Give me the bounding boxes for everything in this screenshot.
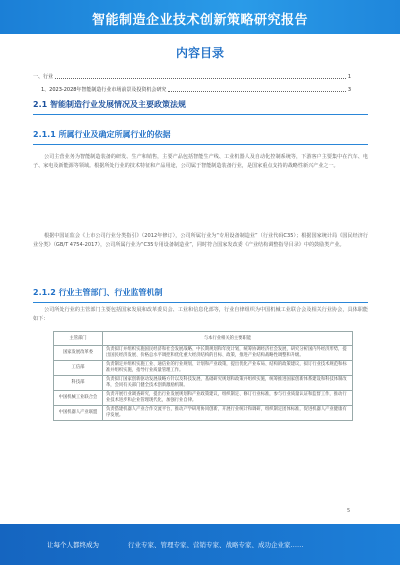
page-number: 5 — [347, 508, 351, 514]
footer-slogan: 让每个人都终成为 — [47, 541, 99, 549]
table-header-row — [54, 332, 353, 346]
table-row — [54, 406, 353, 421]
table-row — [54, 361, 353, 376]
department-cell: 中国机器人产业联盟 — [54, 406, 103, 421]
body-paragraph: 公司主营业务为智能制造装备的研发、生产和销售，主要产品包括智能生产线、工业机器人及自动化控制系统等，下游客户主要集中在汽车、电子、家电及新能源等领域。根据所处行业的技术特征和产品用途，公司属于智能制造装备行业，是国家重点支持的战略性新兴产业之一。 — [33, 154, 368, 169]
section-heading: 2.1 智能制造行业发展情况及主要政策法规 — [33, 100, 186, 109]
table-row — [54, 346, 353, 361]
department-cell: 科技部 — [54, 376, 103, 391]
report-title: 智能制造企业技术创新策略研究报告 — [91, 13, 308, 28]
department-cell: 工信部 — [54, 361, 103, 376]
header-banner — [0, 0, 400, 34]
subsection-heading: 2.1.2 行业主管部门、行业监管机制 — [33, 288, 163, 297]
subsection-heading: 2.1.1 所属行业及确定所属行业的依据 — [33, 130, 171, 139]
section-divider — [33, 114, 368, 115]
table-header-cell: 主管部门 — [54, 332, 103, 346]
function-cell: 负责搭建机器人产业合作交流平台，推动产学研用协同创新，开展行业统计和调研，组织制定团体标准，促进机器人产业健康有序发展。 — [103, 406, 353, 421]
table-row — [54, 376, 353, 391]
body-paragraph: 根据中国证监会《上市公司行业分类指引》（2012年修订），公司所属行业为“专用设备制造业”（行业代码C35）；根据国家统计局《国民经济行业分类》（GB/T 4754-2017），公司所属行业为“C35专用设备制造业”，同时符合国家发改委《产业结构调整指导目录》中的鼓励类产业。 — [33, 233, 368, 248]
regulator-table — [53, 331, 353, 421]
department-cell: 国家发展改革委 — [54, 346, 103, 361]
function-cell: 负责拟订国家创新驱动发展战略方针以及科技发展、基础研究规划和政策并组织实施，统筹推进国家创新体系建设和科技体制改革，会同有关部门健全技术创新激励机制。 — [103, 376, 353, 391]
subsection-divider — [33, 144, 368, 145]
toc-item[interactable] — [33, 73, 351, 80]
function-cell: 负责拟订并组织实施国民经济和社会发展战略、中长期规划和年度计划，统筹协调经济社会发展，研究分析国内外经济形势，提出国民经济发展、价格总水平调控和优化重大经济结构的目标、政策，推进产业结构战略性调整和升级。 — [103, 346, 353, 361]
table-header-cell: 与本行业相关的主要职能 — [103, 332, 353, 346]
toc-item-label: 一、行业 — [33, 74, 54, 80]
toc-item[interactable] — [41, 86, 351, 93]
toc-leader-dots — [168, 88, 345, 92]
toc-item-page: 1 — [347, 73, 351, 80]
body-paragraph: 公司所处行业的主管部门主要包括国家发展和改革委员会、工业和信息化部等，行业自律组织为中国机械工业联合会及相关行业协会，具体职能如下： — [33, 307, 368, 322]
department-cell: 中国机械工业联合会 — [54, 391, 103, 406]
toc-item-page: 3 — [347, 86, 351, 93]
function-cell: 负责开展行业调查研究，提出行业发展规划和产业政策建议，组织制定、修订行业标准，参与行业质量认证和监督工作，推动行业技术进步和企业管理现代化，加强行业自律。 — [103, 391, 353, 406]
toc-title: 内容目录 — [175, 46, 224, 60]
toc-item-label: 1、2023-2028年智能制造行业市场前景及投资机会研究 — [41, 87, 167, 93]
toc-leader-dots — [55, 75, 346, 79]
subsection-divider — [33, 302, 368, 303]
function-cell: 负责制定并组织实施工业、通信业的行业规划、计划和产业政策，提出优化产业布局、结构的政策建议，拟订行业技术规范和标准并组织实施，指导行业质量管理工作。 — [103, 361, 353, 376]
table-row — [54, 391, 353, 406]
footer-tags: 行业专家、管理专家、营销专家、战略专家、成功企业家…… — [128, 541, 304, 549]
footer-banner — [0, 524, 400, 565]
